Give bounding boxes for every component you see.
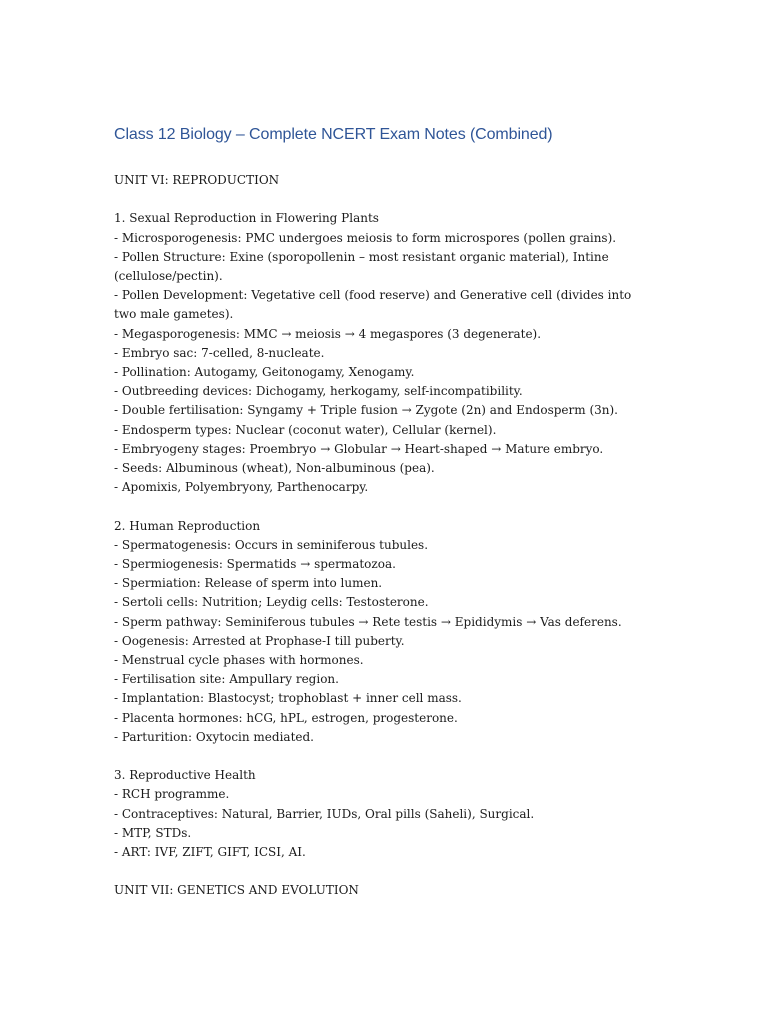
note-line: - Spermatogenesis: Occurs in seminiferous tubules. bbox=[114, 537, 429, 552]
document-body bbox=[114, 124, 654, 920]
note-line: - Spermiation: Release of sperm into lumen. bbox=[114, 576, 383, 591]
unit-heading-vi: UNIT VI: REPRODUCTION bbox=[114, 173, 280, 187]
note-line: - Microsporogenesis: PMC undergoes meiosis to form microspores (pollen grains). bbox=[114, 230, 617, 245]
section-3 bbox=[114, 766, 654, 862]
note-line: - Sperm pathway: Seminiferous tubules → Rete testis → Epididymis → Vas deferens. bbox=[114, 614, 622, 629]
note-line: - ART: IVF, ZIFT, GIFT, ICSI, AI. bbox=[114, 845, 306, 860]
note-line: - Embryo sac: 7-celled, 8-nucleate. bbox=[114, 345, 325, 360]
note-line: - Menstrual cycle phases with hormones. bbox=[114, 653, 364, 668]
section-2 bbox=[114, 517, 654, 747]
sections-container bbox=[114, 209, 654, 862]
note-line: - Implantation: Blastocyst; trophoblast + inner cell mass. bbox=[114, 691, 462, 706]
note-line: - Apomixis, Polyembryony, Parthenocarpy. bbox=[114, 480, 369, 495]
section-1 bbox=[114, 209, 654, 497]
note-line: - Pollen Development: Vegetative cell (food reserve) and Generative cell (divides into two male gametes). bbox=[114, 288, 632, 322]
unit-heading-vii: UNIT VII: GENETICS AND EVOLUTION bbox=[114, 883, 359, 898]
section-title: 3. Reproductive Health bbox=[114, 768, 256, 783]
note-line: - Outbreeding devices: Dichogamy, herkogamy, self-incompatibility. bbox=[114, 384, 523, 399]
note-line: - Oogenesis: Arrested at Prophase-I till puberty. bbox=[114, 633, 405, 648]
note-line: - Parturition: Oxytocin mediated. bbox=[114, 729, 314, 744]
note-line: - Pollen Structure: Exine (sporopollenin – most resistant organic material), Intine (cellulose/pectin). bbox=[114, 249, 609, 283]
note-line: - Sertoli cells: Nutrition; Leydig cells: Testosterone. bbox=[114, 595, 429, 610]
note-line: - Fertilisation site: Ampullary region. bbox=[114, 672, 339, 687]
note-line: - Double fertilisation: Syngamy + Triple fusion → Zygote (2n) and Endosperm (3n). bbox=[114, 403, 618, 418]
section-title: 1. Sexual Reproduction in Flowering Plants bbox=[114, 211, 379, 226]
note-line: - Pollination: Autogamy, Geitonogamy, Xenogamy. bbox=[114, 365, 415, 380]
note-line: - Embryogeny stages: Proembryo → Globular → Heart-shaped → Mature embryo. bbox=[114, 441, 604, 456]
note-line: - Megasporogenesis: MMC → meiosis → 4 megaspores (3 degenerate). bbox=[114, 326, 542, 341]
section-title: 2. Human Reproduction bbox=[114, 518, 261, 533]
note-line: - Contraceptives: Natural, Barrier, IUDs, Oral pills (Saheli), Surgical. bbox=[114, 806, 535, 821]
note-line: - Placenta hormones: hCG, hPL, estrogen, progesterone. bbox=[114, 710, 458, 725]
note-line: - MTP, STDs. bbox=[114, 825, 192, 840]
note-line: - Spermiogenesis: Spermatids → spermatozoa. bbox=[114, 557, 396, 572]
document-title: Class 12 Biology – Complete NCERT Exam Notes (Combined) bbox=[114, 126, 553, 143]
note-line: - RCH programme. bbox=[114, 787, 230, 802]
note-line: - Seeds: Albuminous (wheat), Non-albuminous (pea). bbox=[114, 461, 435, 476]
note-line: - Endosperm types: Nuclear (coconut water), Cellular (kernel). bbox=[114, 422, 497, 437]
